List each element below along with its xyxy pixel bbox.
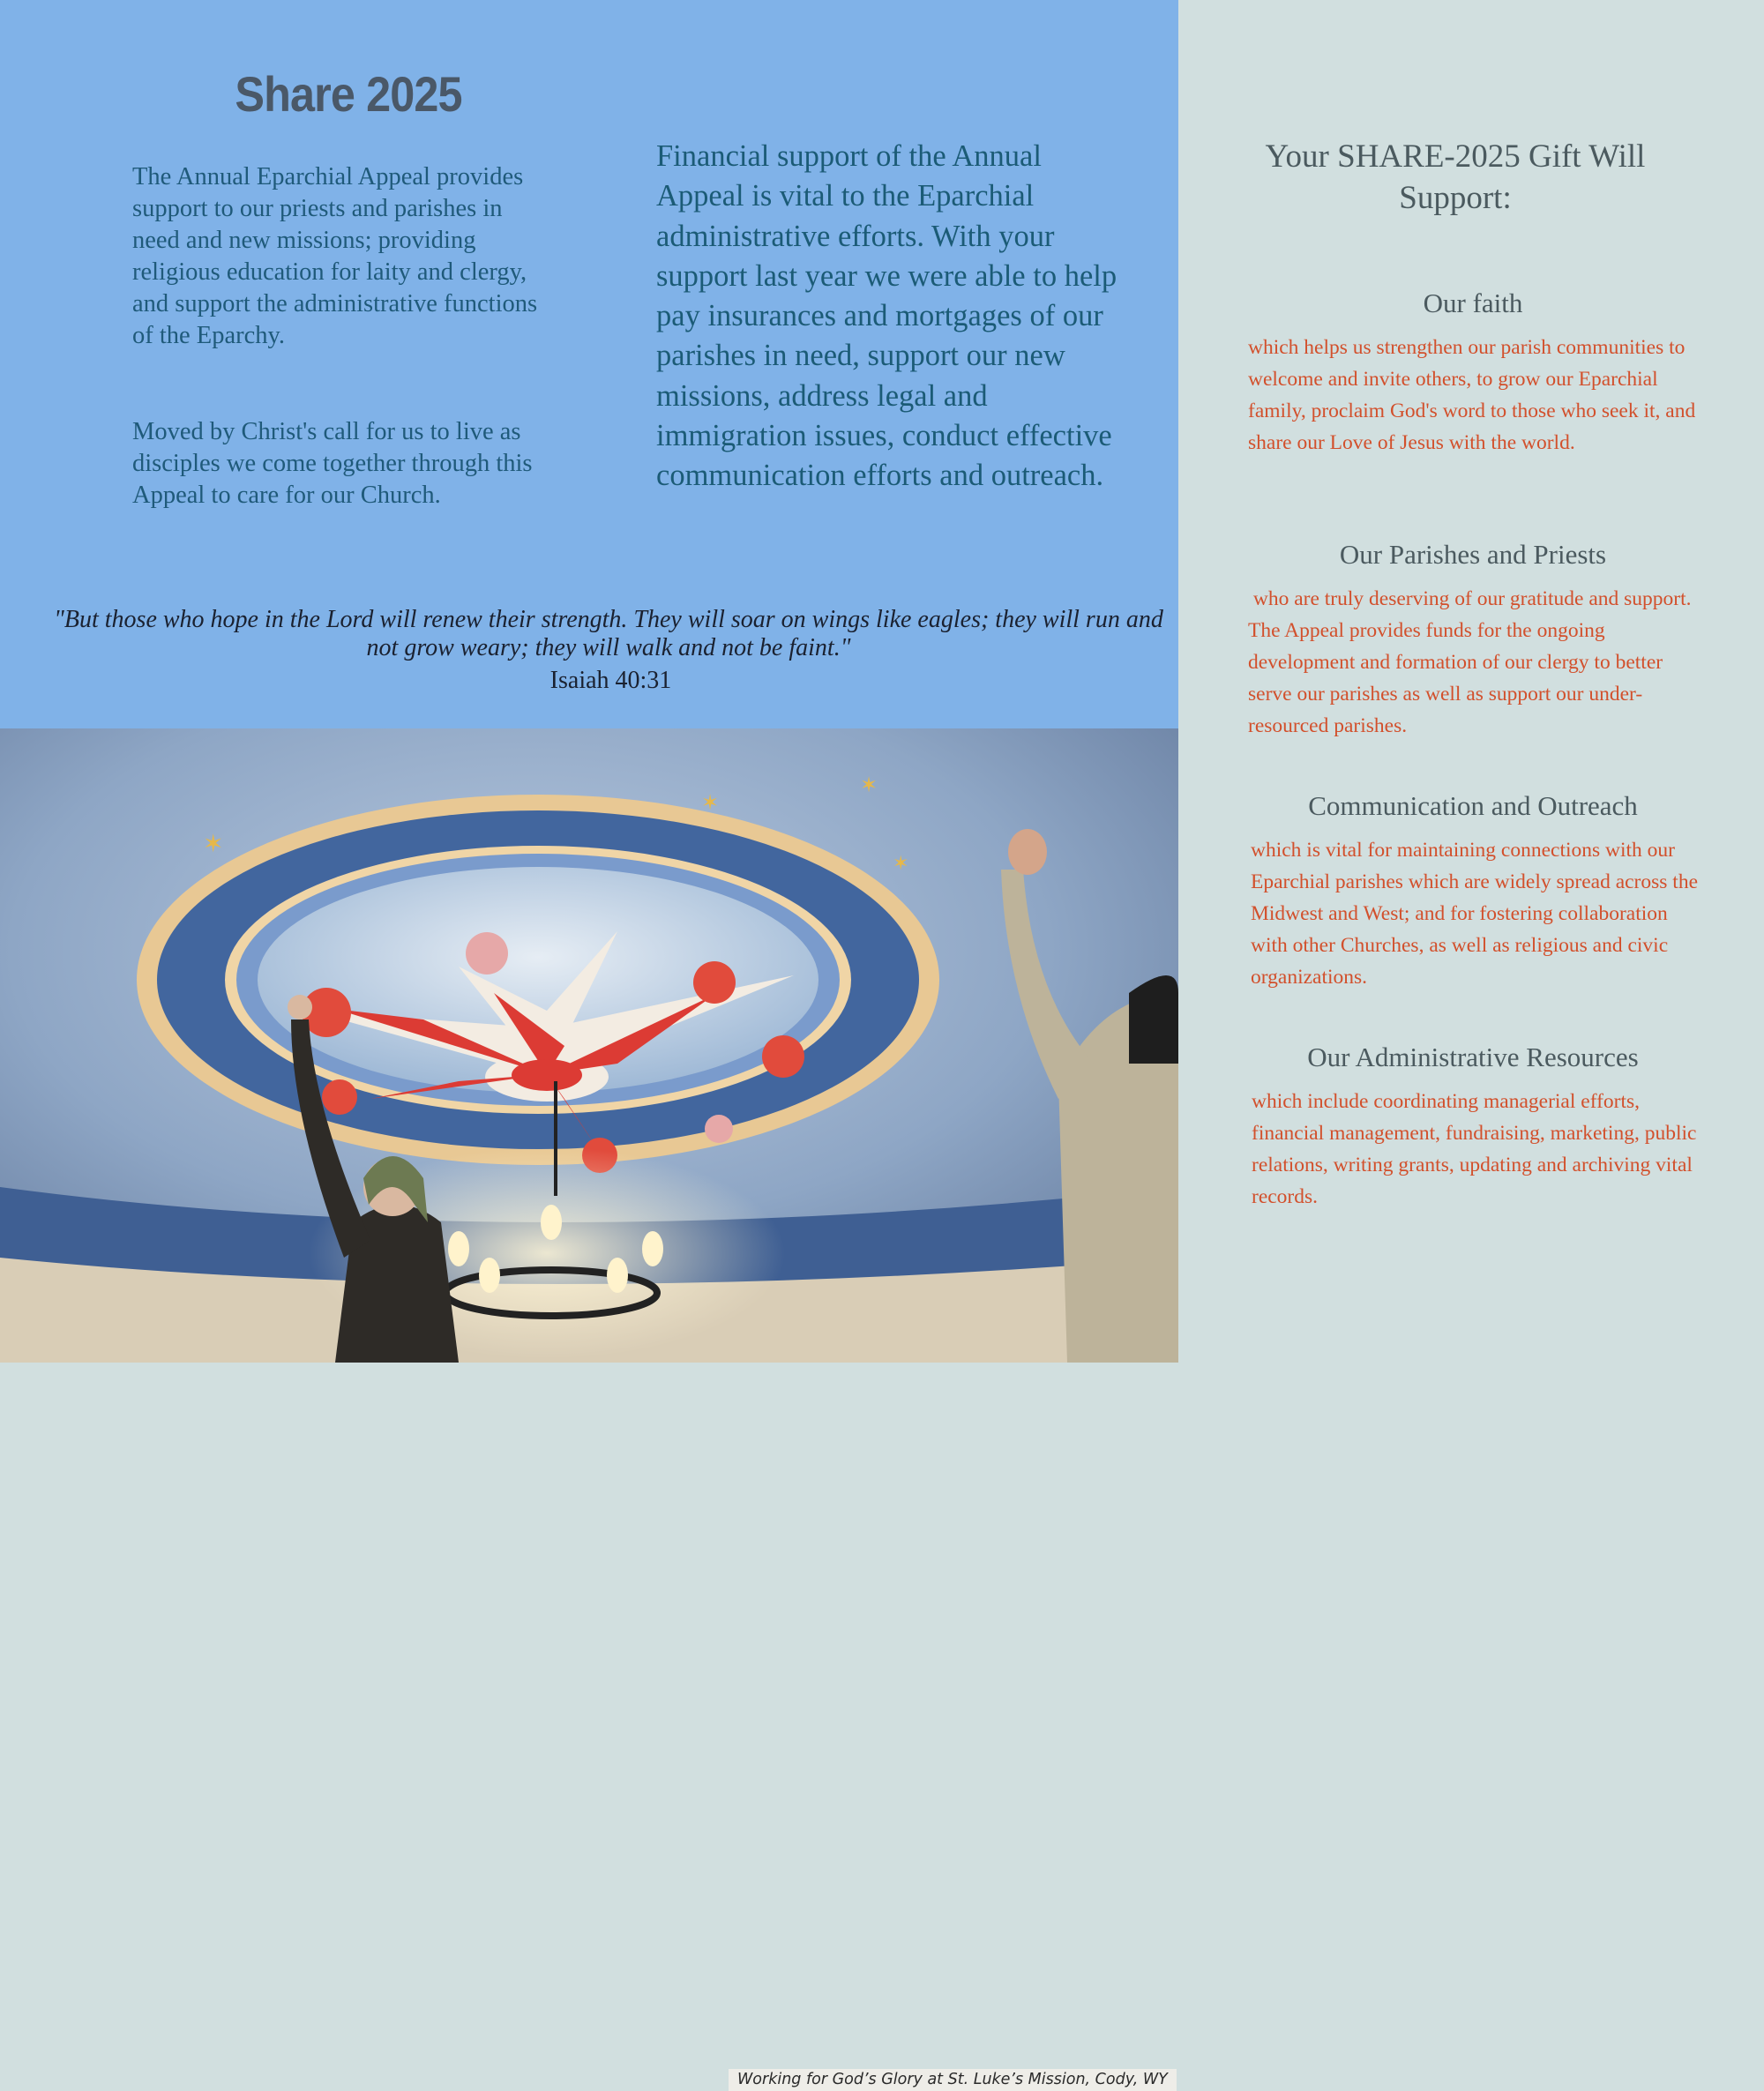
scripture-quote: "But those who hope in the Lord will renew their strength. They will soar on wings like eagles; they will run and not grow weary; they will walk and not be faint." <box>54 606 1163 661</box>
section-body-communication: which is vital for maintaining connections with our Eparchial parishes which are widely spread across the Midwest and West; and for fostering collaboration with other Churches, as well as religious and civic organizations. <box>1251 839 1699 989</box>
ceiling-painting-photo <box>0 728 1178 2088</box>
section-heading-parishes: Our Parishes and Priests <box>1339 539 1607 570</box>
scripture-citation: Isaiah 40:31 <box>549 667 672 694</box>
section-heading-faith: Our faith <box>1423 288 1523 318</box>
svg-text:✶: ✶ <box>893 853 909 875</box>
svg-text:✶: ✶ <box>860 773 878 797</box>
section-body-administrative: which include coordinating managerial efforts, financial management, fundraising, marketing, public relations, writing grants, updating and archiving vital records. <box>1252 1090 1697 1208</box>
intro-paragraph: Moved by Christ's call for us to live as disciples we come together through this Appeal to care for our Church. <box>132 418 533 509</box>
svg-text:✶: ✶ <box>203 829 224 858</box>
financial-support-text: Financial support of the Annual Appeal is vital to the Eparchial administrative efforts. With your support last year we were able to help pay insurances and mortgages of our parishes in need, support our new missions, address legal and immigration issues, conduct effective communication efforts and outreach. <box>656 139 1117 493</box>
photo-caption: Working for God’s Glory at St. Luke’s Mission, Cody, WY <box>729 2069 1177 2091</box>
appeal-panel <box>0 0 1178 728</box>
svg-text:✶: ✶ <box>701 790 720 815</box>
intro-paragraph: The Annual Eparchial Appeal provides support to our priests and parishes in need and new missions; providing religious education for laity and clergy, and support the administrative functions of the Eparchy. <box>132 163 538 349</box>
section-heading-administrative: Our Administrative Resources <box>1307 1042 1639 1072</box>
section-heading-communication: Communication and Outreach <box>1308 790 1638 821</box>
page-title: Share 2025 <box>235 66 462 122</box>
section-body-faith: which helps us strengthen our parish communities to welcome and invite others, to grow our Eparchial family, proclaim God's word to those who seek it, and share our Love of Jesus with the world. <box>1248 336 1696 454</box>
sidebar-title: Your SHARE-2025 Gift Will Support: <box>1265 138 1646 216</box>
section-body-parishes: who are truly deserving of our gratitude and support. The Appeal provides funds for the ongoing development and formation of our clergy to better serve our parishes as well as support our under-resourced parishes. <box>1248 587 1696 737</box>
